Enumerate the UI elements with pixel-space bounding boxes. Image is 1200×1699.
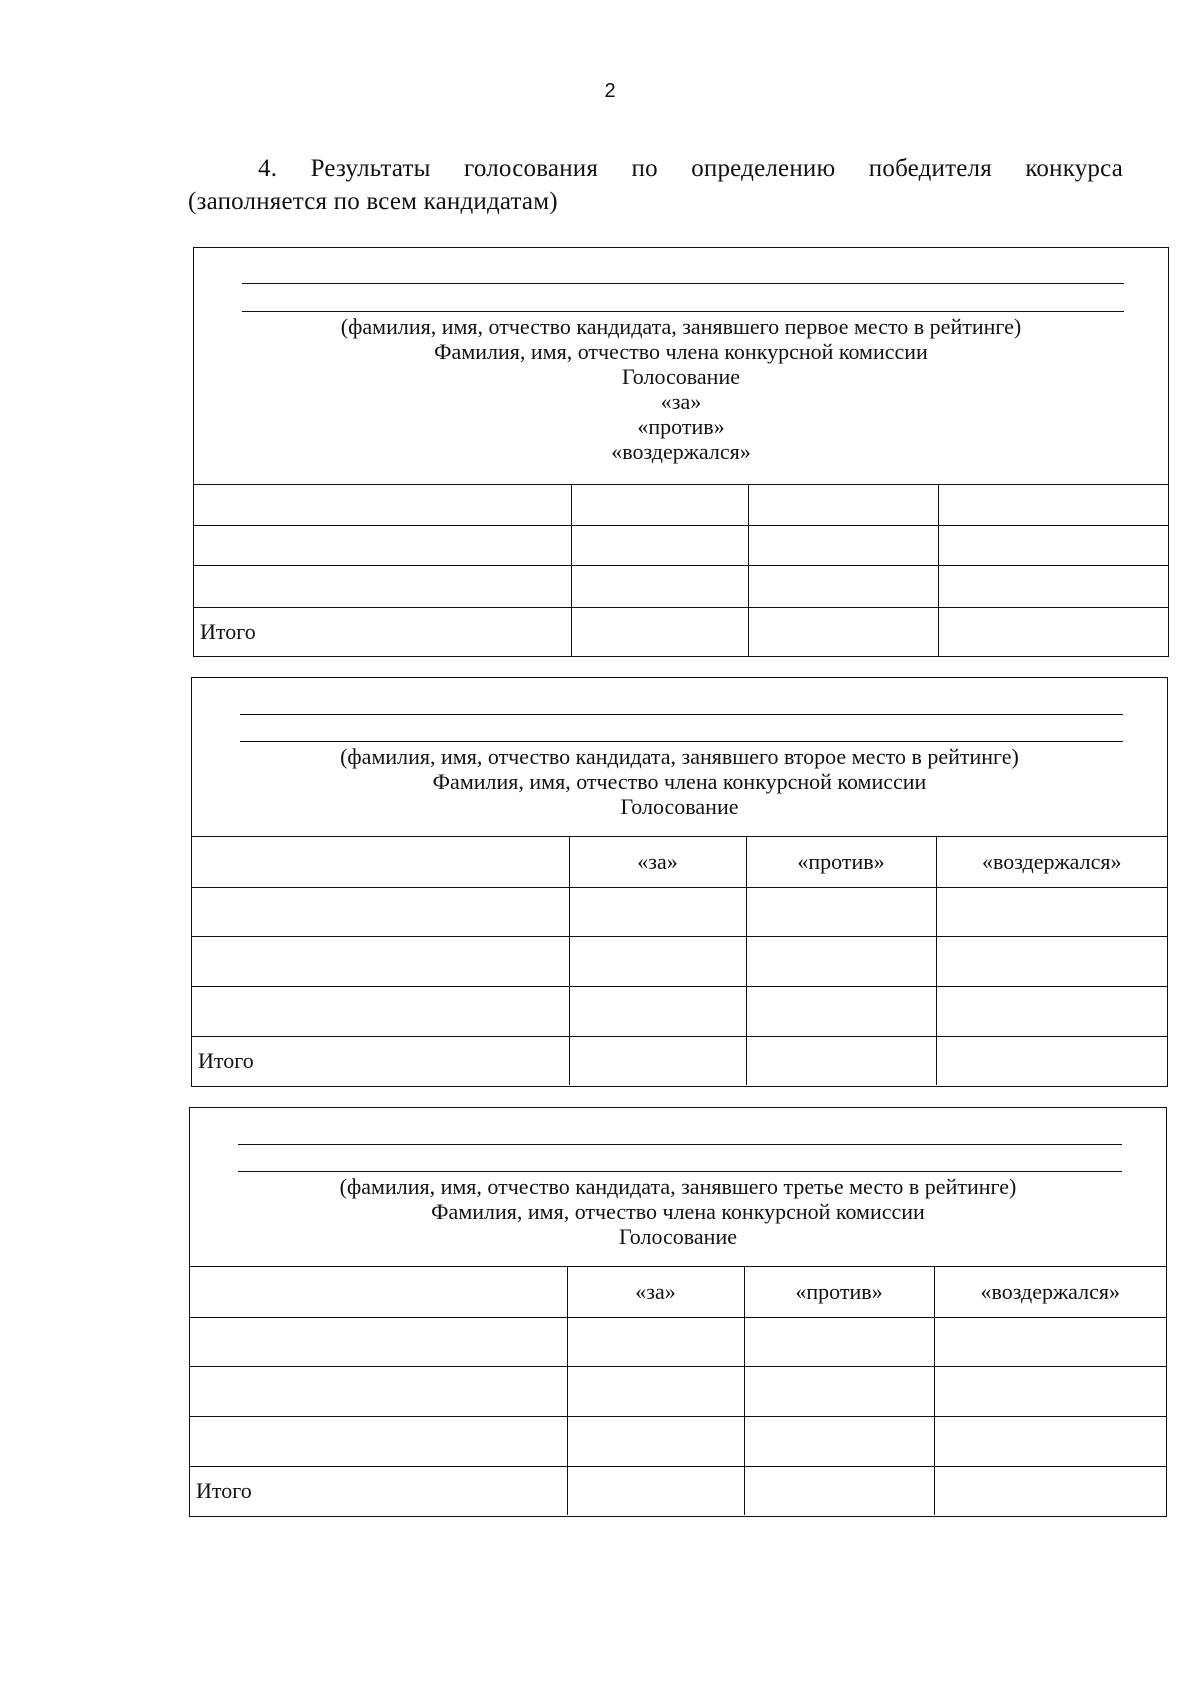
vote-against-cell[interactable]	[746, 887, 936, 936]
vote-for-header: «за»	[567, 1267, 744, 1317]
member-name-cell[interactable]	[190, 1366, 567, 1416]
member-name-cell[interactable]	[190, 1416, 567, 1466]
table-row	[194, 525, 1168, 565]
voting-label: Голосование	[619, 1224, 737, 1249]
vote-for-label: «за»	[660, 389, 702, 414]
section-heading	[188, 152, 1123, 218]
vote-against-cell[interactable]	[746, 986, 936, 1036]
total-label: Итого	[194, 607, 571, 656]
vote-for-cell[interactable]	[567, 1317, 744, 1366]
total-abstain-cell[interactable]	[938, 607, 1168, 656]
vote-for-cell[interactable]	[567, 1416, 744, 1466]
member-name-cell[interactable]	[192, 936, 569, 986]
vote-against-cell[interactable]	[744, 1416, 934, 1466]
vote-abstain-cell[interactable]	[934, 1317, 1166, 1366]
vote-abstain-cell[interactable]	[934, 1416, 1166, 1466]
candidate-name-blank-line	[240, 714, 1123, 715]
page-number: 2	[604, 80, 616, 102]
vote-for-cell[interactable]	[571, 525, 748, 565]
vote-against-cell[interactable]	[744, 1366, 934, 1416]
vote-abstain-cell[interactable]	[938, 485, 1168, 525]
candidate-name-blank-line	[238, 1171, 1122, 1172]
vote-against-header: «против»	[744, 1267, 934, 1317]
block-header	[190, 1108, 1166, 1267]
total-label: Итого	[190, 1466, 567, 1515]
vote-for-cell[interactable]	[569, 887, 746, 936]
total-abstain-cell[interactable]	[934, 1466, 1166, 1515]
votes-table	[194, 485, 1168, 656]
total-row	[192, 1036, 1167, 1085]
table-row	[194, 485, 1168, 525]
total-for-cell[interactable]	[567, 1466, 744, 1515]
block-header	[192, 678, 1167, 837]
vote-against-cell[interactable]	[748, 485, 938, 525]
member-name-cell[interactable]	[194, 525, 571, 565]
voting-label: Голосование	[622, 364, 740, 389]
vote-for-cell[interactable]	[571, 565, 748, 607]
vote-against-cell[interactable]	[744, 1317, 934, 1366]
member-name-cell[interactable]	[192, 986, 569, 1036]
vote-for-header: «за»	[569, 837, 746, 887]
total-abstain-cell[interactable]	[936, 1036, 1167, 1085]
voting-label: Голосование	[620, 794, 739, 819]
table-row	[192, 986, 1167, 1036]
section-heading-line-2: (заполняется по всем кандидатам)	[188, 188, 558, 215]
vote-against-cell[interactable]	[748, 525, 938, 565]
member-name-cell[interactable]	[192, 887, 569, 936]
total-row	[190, 1466, 1166, 1515]
votes-table	[190, 1267, 1166, 1515]
vote-for-cell[interactable]	[569, 986, 746, 1036]
table-row	[190, 1317, 1166, 1366]
vote-for-cell[interactable]	[571, 485, 748, 525]
candidate-name-blank-line	[240, 741, 1123, 742]
candidate-name-blank-line	[238, 1144, 1122, 1145]
member-caption: Фамилия, имя, отчество члена конкурсной комиссии	[432, 769, 927, 794]
vote-for-cell[interactable]	[569, 936, 746, 986]
candidate-caption: (фамилия, имя, отчество кандидата, занявшего первое место в рейтинге)	[340, 314, 1022, 339]
vote-abstain-cell[interactable]	[934, 1366, 1166, 1416]
table-row	[194, 565, 1168, 607]
candidate-name-blank-line	[242, 283, 1124, 284]
table-header-row	[190, 1267, 1166, 1317]
total-against-cell[interactable]	[744, 1466, 934, 1515]
candidate-caption: (фамилия, имя, отчество кандидата, занявшего второе место в рейтинге)	[340, 744, 1019, 769]
vote-abstain-cell[interactable]	[936, 986, 1167, 1036]
member-name-cell[interactable]	[190, 1317, 567, 1366]
member-caption: Фамилия, имя, отчество члена конкурсной комиссии	[431, 1199, 925, 1224]
block-header	[194, 248, 1168, 485]
vote-against-cell[interactable]	[748, 565, 938, 607]
vote-abstain-header: «воздержался»	[934, 1267, 1166, 1317]
total-against-cell[interactable]	[746, 1036, 936, 1085]
total-for-cell[interactable]	[571, 607, 748, 656]
member-name-cell[interactable]	[194, 565, 571, 607]
total-label: Итого	[192, 1036, 569, 1085]
section-heading-line-1: 4. Результаты голосования по определению победителя конкурса	[258, 155, 1123, 182]
voting-block-first-place	[193, 247, 1169, 657]
voting-block-second-place	[191, 677, 1168, 1087]
member-caption: Фамилия, имя, отчество члена конкурсной комиссии	[434, 339, 928, 364]
vote-abstain-label: «воздержался»	[611, 439, 751, 464]
table-row	[192, 936, 1167, 986]
table-row	[192, 887, 1167, 936]
vote-abstain-cell[interactable]	[938, 525, 1168, 565]
vote-abstain-cell[interactable]	[938, 565, 1168, 607]
candidate-caption: (фамилия, имя, отчество кандидата, занявшего третье место в рейтинге)	[339, 1174, 1017, 1199]
voting-block-third-place	[189, 1107, 1167, 1517]
table-row	[190, 1416, 1166, 1466]
table-header-row	[192, 837, 1167, 887]
vote-against-cell[interactable]	[746, 936, 936, 986]
total-against-cell[interactable]	[748, 607, 938, 656]
member-name-header-cell	[192, 837, 569, 887]
vote-abstain-cell[interactable]	[936, 887, 1167, 936]
vote-against-header: «против»	[746, 837, 936, 887]
member-name-cell[interactable]	[194, 485, 571, 525]
total-row	[194, 607, 1168, 656]
vote-for-cell[interactable]	[567, 1366, 744, 1416]
vote-against-label: «против»	[637, 414, 725, 439]
table-row	[190, 1366, 1166, 1416]
total-for-cell[interactable]	[569, 1036, 746, 1085]
member-name-header-cell	[190, 1267, 567, 1317]
vote-abstain-header: «воздержался»	[936, 837, 1167, 887]
candidate-name-blank-line	[242, 311, 1124, 312]
votes-table	[192, 837, 1167, 1085]
vote-abstain-cell[interactable]	[936, 936, 1167, 986]
